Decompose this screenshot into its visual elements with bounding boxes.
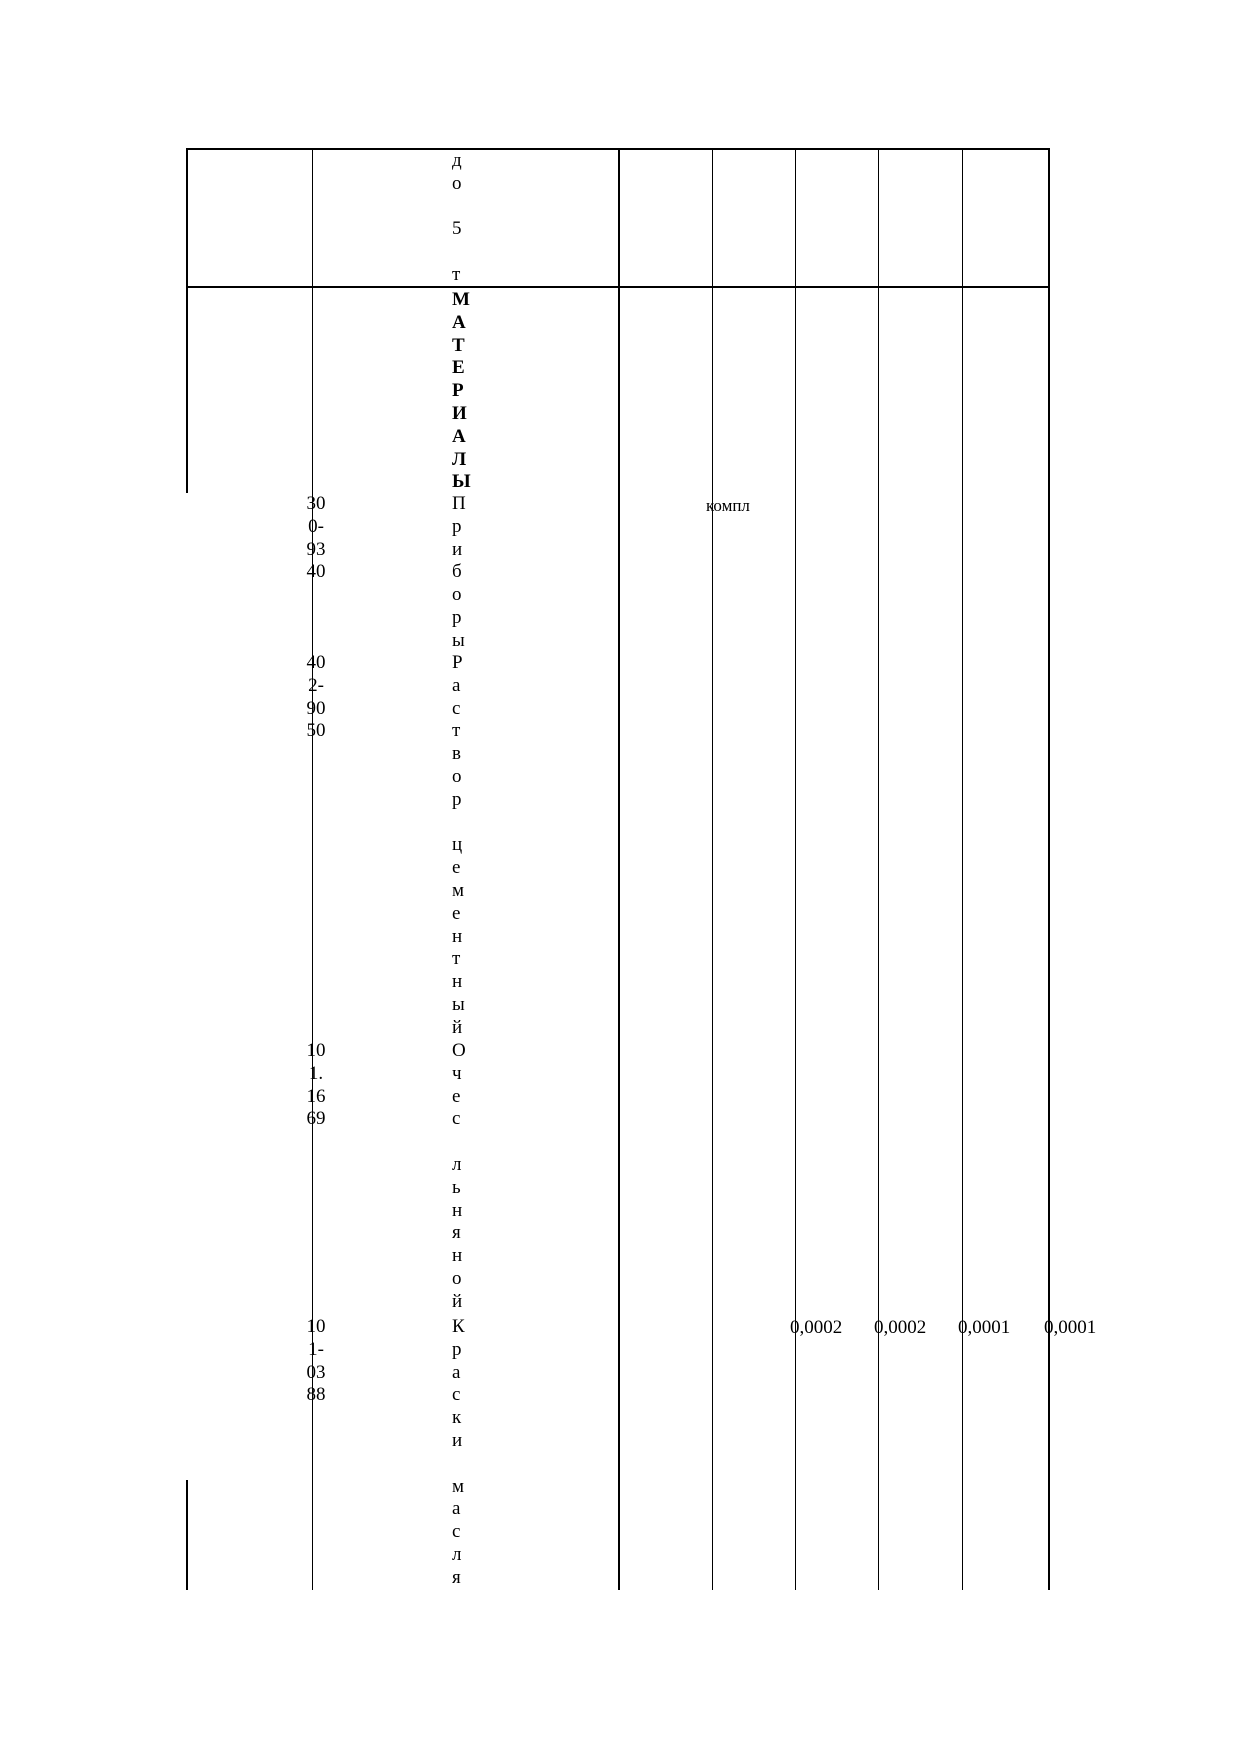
table-border-top <box>186 148 1050 150</box>
row-value-3: 0,0001 <box>958 1317 1011 1338</box>
row-code: 30 0- 93 40 <box>306 493 326 583</box>
row-value-4: 0,0001 <box>1044 1317 1097 1338</box>
row-code: 10 1- 03 88 <box>306 1316 326 1406</box>
row-value-2: 0,0002 <box>874 1317 927 1338</box>
table-border-left-lower <box>186 1480 188 1590</box>
row-name: П р и б о р ы <box>452 493 466 651</box>
column-divider-value-3 <box>962 148 963 1590</box>
column-divider-value-1 <box>795 148 796 1590</box>
row-code: 10 1. 16 69 <box>306 1040 326 1130</box>
row-name: К р а с к и м а с л я <box>452 1316 465 1588</box>
table-border-right <box>1048 148 1050 1590</box>
row-unit: компл <box>706 496 750 515</box>
column-divider-unit <box>712 148 713 1590</box>
row-name: Р а с т в о р ц е м е н т н ы й <box>452 652 465 1038</box>
header-cell-text: д о 5 т <box>452 150 462 285</box>
row-value-1: 0,0002 <box>790 1317 843 1338</box>
column-divider-name <box>618 148 620 1590</box>
section-title: М А Т Е Р И А Л Ы <box>452 289 471 493</box>
column-divider-value-2 <box>878 148 879 1590</box>
table-border-left <box>186 148 188 493</box>
row-name: О ч е с л ь н я н о й <box>452 1040 466 1312</box>
row-divider <box>186 286 1050 288</box>
row-code: 40 2- 90 50 <box>306 652 326 742</box>
